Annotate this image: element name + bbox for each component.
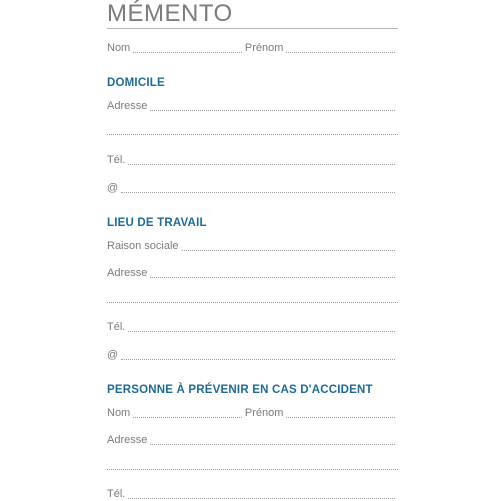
travail-email-row	[107, 348, 398, 362]
accident-prenom-field[interactable]	[286, 417, 395, 418]
travail-adresse-line-2[interactable]	[107, 302, 398, 303]
domicile-tel-row	[107, 153, 398, 167]
prenom-field[interactable]	[286, 52, 395, 53]
travail-tel-row	[107, 320, 398, 334]
accident-nom-field[interactable]	[133, 417, 242, 418]
accident-tel-field[interactable]	[128, 498, 395, 499]
accident-adresse-field[interactable]	[150, 444, 395, 445]
section-domicile-heading: DOMICILE	[107, 77, 165, 89]
travail-email-field[interactable]	[121, 359, 395, 360]
domicile-adresse-field[interactable]	[150, 110, 395, 111]
accident-tel-label: Tél.	[107, 488, 126, 500]
travail-adresse-row	[107, 266, 398, 280]
travail-raison-row	[107, 239, 398, 253]
travail-tel-field[interactable]	[128, 331, 395, 332]
travail-raison-label: Raison sociale	[107, 240, 179, 252]
domicile-tel-field[interactable]	[128, 164, 395, 165]
name-row	[107, 41, 398, 55]
domicile-email-field[interactable]	[121, 192, 395, 193]
accident-name-row	[107, 406, 398, 420]
domicile-adresse-row	[107, 99, 398, 113]
section-accident-heading: PERSONNE À PRÉVENIR EN CAS D'ACCIDENT	[107, 384, 373, 396]
accident-tel-row	[107, 487, 398, 501]
travail-raison-field[interactable]	[182, 250, 395, 251]
section-travail-heading: LIEU DE TRAVAIL	[107, 217, 207, 229]
domicile-email-row	[107, 181, 398, 195]
travail-adresse-label: Adresse	[107, 267, 148, 279]
domicile-tel-label: Tél.	[107, 154, 126, 166]
domicile-adresse-line-2[interactable]	[107, 134, 398, 135]
nom-label: Nom	[107, 42, 131, 54]
accident-adresse-label: Adresse	[107, 434, 148, 446]
travail-tel-label: Tél.	[107, 321, 126, 333]
domicile-adresse-label: Adresse	[107, 100, 148, 112]
accident-prenom-label: Prénom	[244, 407, 284, 419]
prenom-label: Prénom	[244, 42, 284, 54]
travail-adresse-field[interactable]	[150, 277, 395, 278]
accident-adresse-row	[107, 433, 398, 447]
page-title: MÉMENTO	[107, 0, 233, 27]
nom-field[interactable]	[133, 52, 242, 53]
domicile-email-label: @	[107, 182, 119, 194]
travail-email-label: @	[107, 349, 119, 361]
title-rule	[107, 28, 398, 29]
accident-adresse-line-2[interactable]	[107, 469, 398, 470]
accident-nom-label: Nom	[107, 407, 131, 419]
